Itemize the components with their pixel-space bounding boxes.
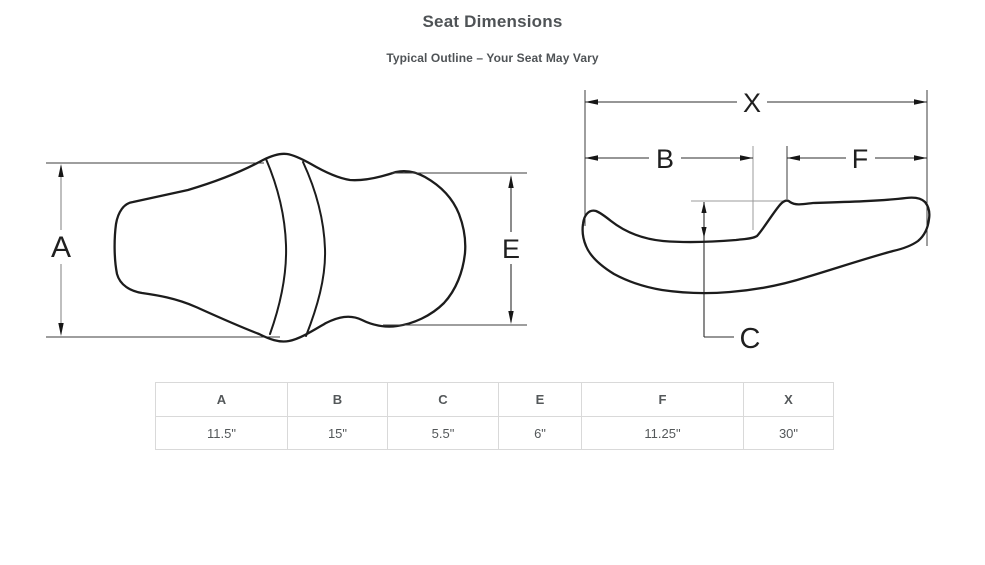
dimension-value-cell: 11.25" (582, 417, 744, 450)
arrow-left-icon (787, 155, 800, 160)
seat-side-view-outline (583, 198, 930, 293)
dimension-e (502, 175, 520, 324)
arrow-left-icon (585, 99, 598, 104)
arrow-down-icon (58, 323, 63, 336)
arrow-down-icon (701, 227, 706, 238)
dimension-column-header: X (744, 383, 834, 417)
dim-label-a: A (50, 231, 72, 264)
dimension-a (51, 164, 71, 336)
dimension-column-header: B (288, 383, 388, 417)
arrow-down-icon (508, 311, 513, 324)
dimension-c (701, 202, 760, 355)
dimension-value-cell: 6" (499, 417, 582, 450)
dimension-value-cell: 11.5" (156, 417, 288, 450)
dimension-column-header: A (156, 383, 288, 417)
page-subtitle: Typical Outline – Your Seat May Vary (386, 51, 599, 65)
dimension-f (787, 144, 927, 174)
arrow-up-icon (58, 164, 63, 177)
page-title: Seat Dimensions (422, 12, 563, 31)
arrow-right-icon (914, 155, 927, 160)
dim-label-e: E (501, 234, 521, 264)
arrow-left-icon (585, 155, 598, 160)
dim-label-b: B (655, 144, 675, 174)
arrow-up-icon (701, 202, 706, 213)
dimension-column-header: E (499, 383, 582, 417)
dimension-b (585, 144, 753, 174)
dimension-value-cell: 15" (288, 417, 388, 450)
dimension-value-cell: 5.5" (388, 417, 499, 450)
dimension-column-header: F (582, 383, 744, 417)
dimension-x (585, 88, 927, 118)
table-value-row (156, 417, 834, 450)
table-header-row (156, 383, 834, 417)
dimension-value-cell: 30" (744, 417, 834, 450)
arrow-right-icon (740, 155, 753, 160)
arrow-right-icon (914, 99, 927, 104)
side-view-diagram (583, 88, 930, 355)
dimension-column-header: C (388, 383, 499, 417)
dimensions-table (155, 382, 834, 450)
seat-seam-line-rear (303, 162, 325, 336)
arrow-up-icon (508, 175, 513, 188)
dim-label-c: C (739, 323, 761, 355)
seat-top-view-outline (115, 154, 466, 342)
seat-seam-line-front (266, 159, 286, 334)
top-view-diagram (46, 154, 527, 342)
dim-label-f: F (851, 144, 869, 174)
dim-label-x: X (742, 88, 762, 118)
